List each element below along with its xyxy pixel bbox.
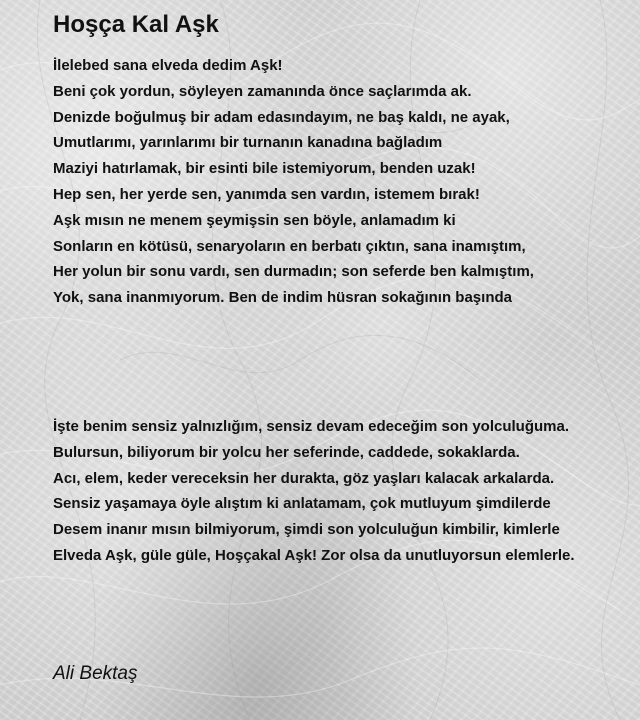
poem-title: Hoşça Kal Aşk — [53, 11, 219, 38]
verse-line: Bulursun, biliyorum bir yolcu her seferinde, caddede, sokaklarda. — [53, 443, 520, 461]
verse-line: Beni çok yordun, söyleyen zamanında önce saçlarımda ak. — [53, 82, 472, 100]
verse-line: İlelebed sana elveda dedim Aşk! — [53, 57, 283, 74]
verse-line: Yok, sana inanmıyorum. Ben de indim hüsran sokağının başında — [53, 289, 512, 307]
verse-line: Aşk mısın ne menem şeymişsin sen böyle, anlamadım ki — [53, 211, 456, 229]
verse-line: Sonların en kötüsü, senaryoların en berbatı çıktın, sana inamıştım, — [53, 237, 526, 255]
author-signature: Ali Bektaş — [53, 663, 138, 684]
verse-line: Denizde boğulmuş bir adam edasındayım, ne baş kaldı, ne ayak, — [53, 108, 510, 126]
verse-line: Desem inanır mısın bilmiyorum, şimdi son yolculuğun kimbilir, kimlerle — [53, 521, 560, 539]
verse-line: İşte benim sensiz yalnızlığım, sensiz devam edeceğim son yolculuğuma. — [53, 418, 569, 435]
verse-line: Sensiz yaşamaya öyle alıştım ki anlatamam, çok mutluyum şimdilerde — [53, 495, 551, 513]
verse-line: Hep sen, her yerde sen, yanımda sen vardın, istemem bırak! — [53, 185, 480, 203]
stanza-1 — [53, 53, 534, 311]
verse-line: Acı, elem, keder vereceksin her durakta, göz yaşları kalacak arkalarda. — [53, 469, 555, 487]
verse-line: Elveda Aşk, güle güle, Hoşçakal Aşk! Zor olsa da unutluyorsun elemlerle. — [53, 546, 575, 564]
stanza-2 — [53, 414, 575, 569]
verse-line: Umutlarımı, yarınlarımı bir turnanın kanadına bağladım — [53, 134, 443, 152]
verse-line: Maziyi hatırlamak, bir esinti bile istemiyorum, benden uzak! — [53, 160, 476, 178]
verse-line: Her yolun bir sonu vardı, sen durmadın; son seferde ben kalmıştım, — [53, 263, 534, 281]
